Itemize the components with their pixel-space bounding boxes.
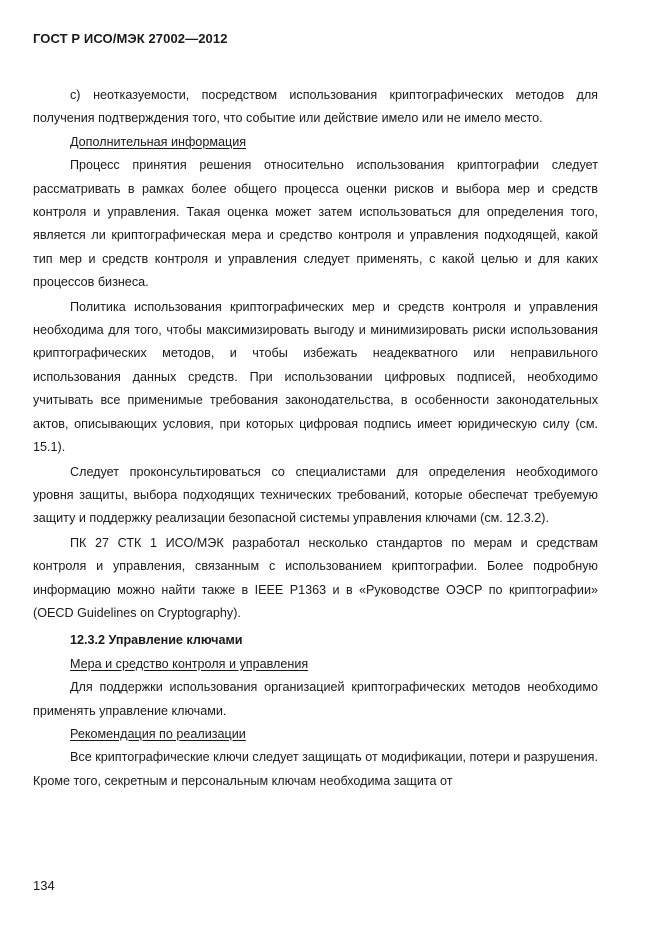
heading-guidance: Рекомендация по реализации — [70, 726, 246, 741]
heading-additional-info: Дополнительная информация — [70, 134, 247, 149]
paragraph-3: Следует проконсультироваться со специалистами для определения необходимого уровня защиты, выбора подходящих технических требований, которые обеспечат требуемую защиту и поддержку реализации безопасной системы управления ключами (см. 12.3.2). — [33, 464, 598, 526]
paragraph-4: ПК 27 СТК 1 ИСО/МЭК разработал несколько стандартов по мерам и средствам контроля и управления, связанным с использованием криптографии. Более подробную информацию можно найти также в IEEE P1363 и в «Руководстве ОЭСР по криптографии» (OECD Guidelines on Cryptography). — [33, 535, 598, 620]
section-heading: 12.3.2 Управление ключами — [70, 633, 243, 648]
paragraph-2: Политика использования криптографических мер и средств контроля и управления необходима для того, чтобы максимизировать выгоду и минимизировать риски использования криптографических методов, и чтобы избежать неадекватного или неправильного использования данных средств. При использовании цифровых подписей, необходимо учитывать все применимые требования законодательства, в особенности законодательных актов, описывающих условия, при которых цифровая подпись имеет юридическую силу (см. 15.1). — [33, 299, 598, 455]
page-body — [33, 84, 598, 793]
paragraph-c: c) неотказуемости, посредством использования криптографических методов для получения подтверждения того, что событие или действие имело или не имело место. — [33, 88, 598, 126]
page-number: 134 — [33, 878, 55, 893]
paragraph-6: Все криптографические ключи следует защищать от модификации, потери и разрушения. Кроме того, секретным и персональным ключам необходима защита от — [33, 750, 598, 788]
standard-header: ГОСТ Р ИСО/МЭК 27002—2012 — [33, 31, 228, 46]
paragraph-5: Для поддержки использования организацией криптографических методов необходимо применять управление ключами. — [33, 680, 598, 718]
heading-control: Мера и средство контроля и управления — [70, 656, 309, 671]
paragraph-1: Процесс принятия решения относительно использования криптографии следует рассматривать в рамках более общего процесса оценки рисков и выбора мер и средств контроля и управления. Такая оценка может затем использоваться для определения того, является ли криптографическая мера и средство контроля и управления подходящей, какой тип мер и средств контроля и управления следует применять, с какой целью и для каких процессов бизнеса. — [33, 158, 598, 290]
